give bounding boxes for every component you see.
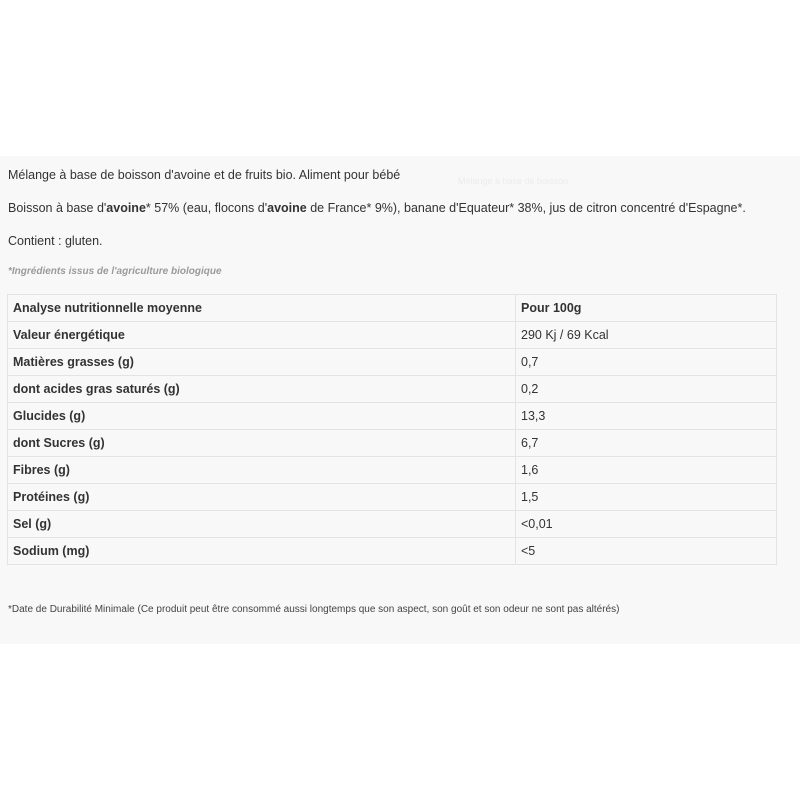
row-label: dont Sucres (g)	[8, 430, 516, 457]
row-label: dont acides gras saturés (g)	[8, 376, 516, 403]
row-value: 0,2	[516, 376, 777, 403]
table-row	[8, 403, 777, 430]
table-row	[8, 511, 777, 538]
table-row	[8, 457, 777, 484]
row-label: Sel (g)	[8, 511, 516, 538]
row-value: <5	[516, 538, 777, 565]
table-row	[8, 538, 777, 565]
table-row	[8, 376, 777, 403]
ingredient-allergen-oat-2: avoine	[267, 201, 307, 215]
ingredients-text-3: de France* 9%), banane d'Equateur* 38%, jus de citron concentré d'Espagne*.	[306, 201, 746, 215]
row-value: 0,7	[516, 349, 777, 376]
row-label: Glucides (g)	[8, 403, 516, 430]
row-value: <0,01	[516, 511, 777, 538]
row-value: 6,7	[516, 430, 777, 457]
row-label: Fibres (g)	[8, 457, 516, 484]
product-description: Mélange à base de boisson d'avoine et de fruits bio. Aliment pour bébé	[8, 168, 401, 182]
header-value: Pour 100g	[516, 295, 777, 322]
faded-background-text: Mélange à base de boisson	[458, 176, 569, 186]
allergen-statement: Contient : gluten.	[8, 234, 103, 248]
row-label: Sodium (mg)	[8, 538, 516, 565]
organic-note: *Ingrédients issus de l'agriculture biologique	[8, 266, 222, 277]
product-info-panel	[0, 156, 800, 644]
row-label: Protéines (g)	[8, 484, 516, 511]
row-value: 290 Kj / 69 Kcal	[516, 322, 777, 349]
header-label: Analyse nutritionnelle moyenne	[8, 295, 516, 322]
row-label: Valeur énergétique	[8, 322, 516, 349]
ddm-footnote: *Date de Durabilité Minimale (Ce produit peut être consommé aussi longtemps que son aspect, son goût et son odeur ne sont pas altérés)	[8, 604, 620, 615]
nutrition-table	[7, 294, 777, 565]
row-value: 1,6	[516, 457, 777, 484]
row-label: Matières grasses (g)	[8, 349, 516, 376]
ingredients-list	[8, 201, 746, 215]
table-row	[8, 322, 777, 349]
row-value: 13,3	[516, 403, 777, 430]
table-row	[8, 484, 777, 511]
ingredients-text-1: Boisson à base d'	[8, 201, 107, 215]
ingredient-allergen-oat-1: avoine	[106, 201, 146, 215]
nutrition-table-header	[8, 295, 777, 322]
table-row	[8, 430, 777, 457]
ingredients-text-2: * 57% (eau, flocons d'	[145, 201, 268, 215]
table-row	[8, 349, 777, 376]
row-value: 1,5	[516, 484, 777, 511]
